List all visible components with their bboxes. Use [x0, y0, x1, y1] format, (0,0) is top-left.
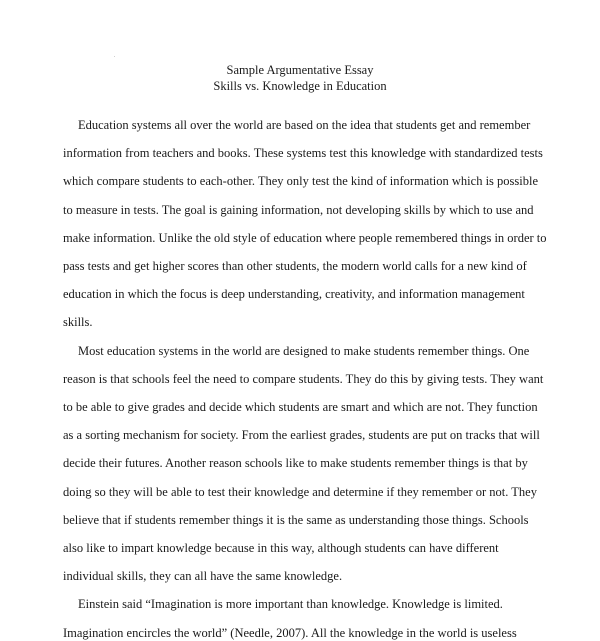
essay-line: reason is that schools feel the need to compare students. They do this by giving tests. They want	[63, 371, 544, 386]
essay-line: pass tests and get higher scores than other students, the modern world calls for a new kind of	[63, 259, 527, 273]
essay-line: make information. Unlike the old style of education where people remembered things in order to	[63, 230, 547, 245]
essay-line: education in which the focus is deep understanding, creativity, and information management	[63, 287, 525, 302]
essay-line: which compare students to each-other. They only test the kind of information which is possible	[63, 174, 539, 189]
essay-line: Einstein said “Imagination is more important than knowledge. Knowledge is limited.	[78, 597, 503, 612]
essay-line: decide their futures. Another reason schools like to make students remember things is that by	[63, 456, 528, 471]
essay-line: Most education systems in the world are designed to make students remember things. One	[78, 343, 530, 358]
essay-line: information from teachers and books. These systems test this knowledge with standardized tests	[63, 146, 543, 161]
essay-line: individual skills, they can all have the same knowledge.	[63, 569, 343, 584]
essay-line: also like to impart knowledge because in this way, although students can have different	[63, 541, 499, 555]
essay-line: believe that if students remember things it is the same as understanding those things. Schools	[63, 512, 529, 527]
essay-subtitle: Skills vs. Knowledge in Education	[213, 79, 387, 93]
essay-line: to measure in tests. The goal is gaining information, not developing skills by which to use and	[63, 202, 534, 217]
essay-line: skills.	[63, 315, 93, 330]
essay-line: to be able to give grades and decide which students are smart and which are not. They function	[63, 400, 538, 414]
essay-title: Sample Argumentative Essay	[226, 63, 374, 77]
essay-header	[0, 62, 600, 94]
scan-artifact	[114, 56, 115, 57]
essay-line: as a sorting mechanism for society. From the earliest grades, students are put on tracks that will	[63, 428, 540, 443]
essay-line: Education systems all over the world are based on the idea that students get and remember	[78, 118, 531, 132]
essay-line: doing so they will be able to test their knowledge and determine if they remember or not. They	[63, 484, 537, 499]
essay-line: Imagination encircles the world” (Needle, 2007). All the knowledge in the world is useless	[63, 625, 517, 640]
